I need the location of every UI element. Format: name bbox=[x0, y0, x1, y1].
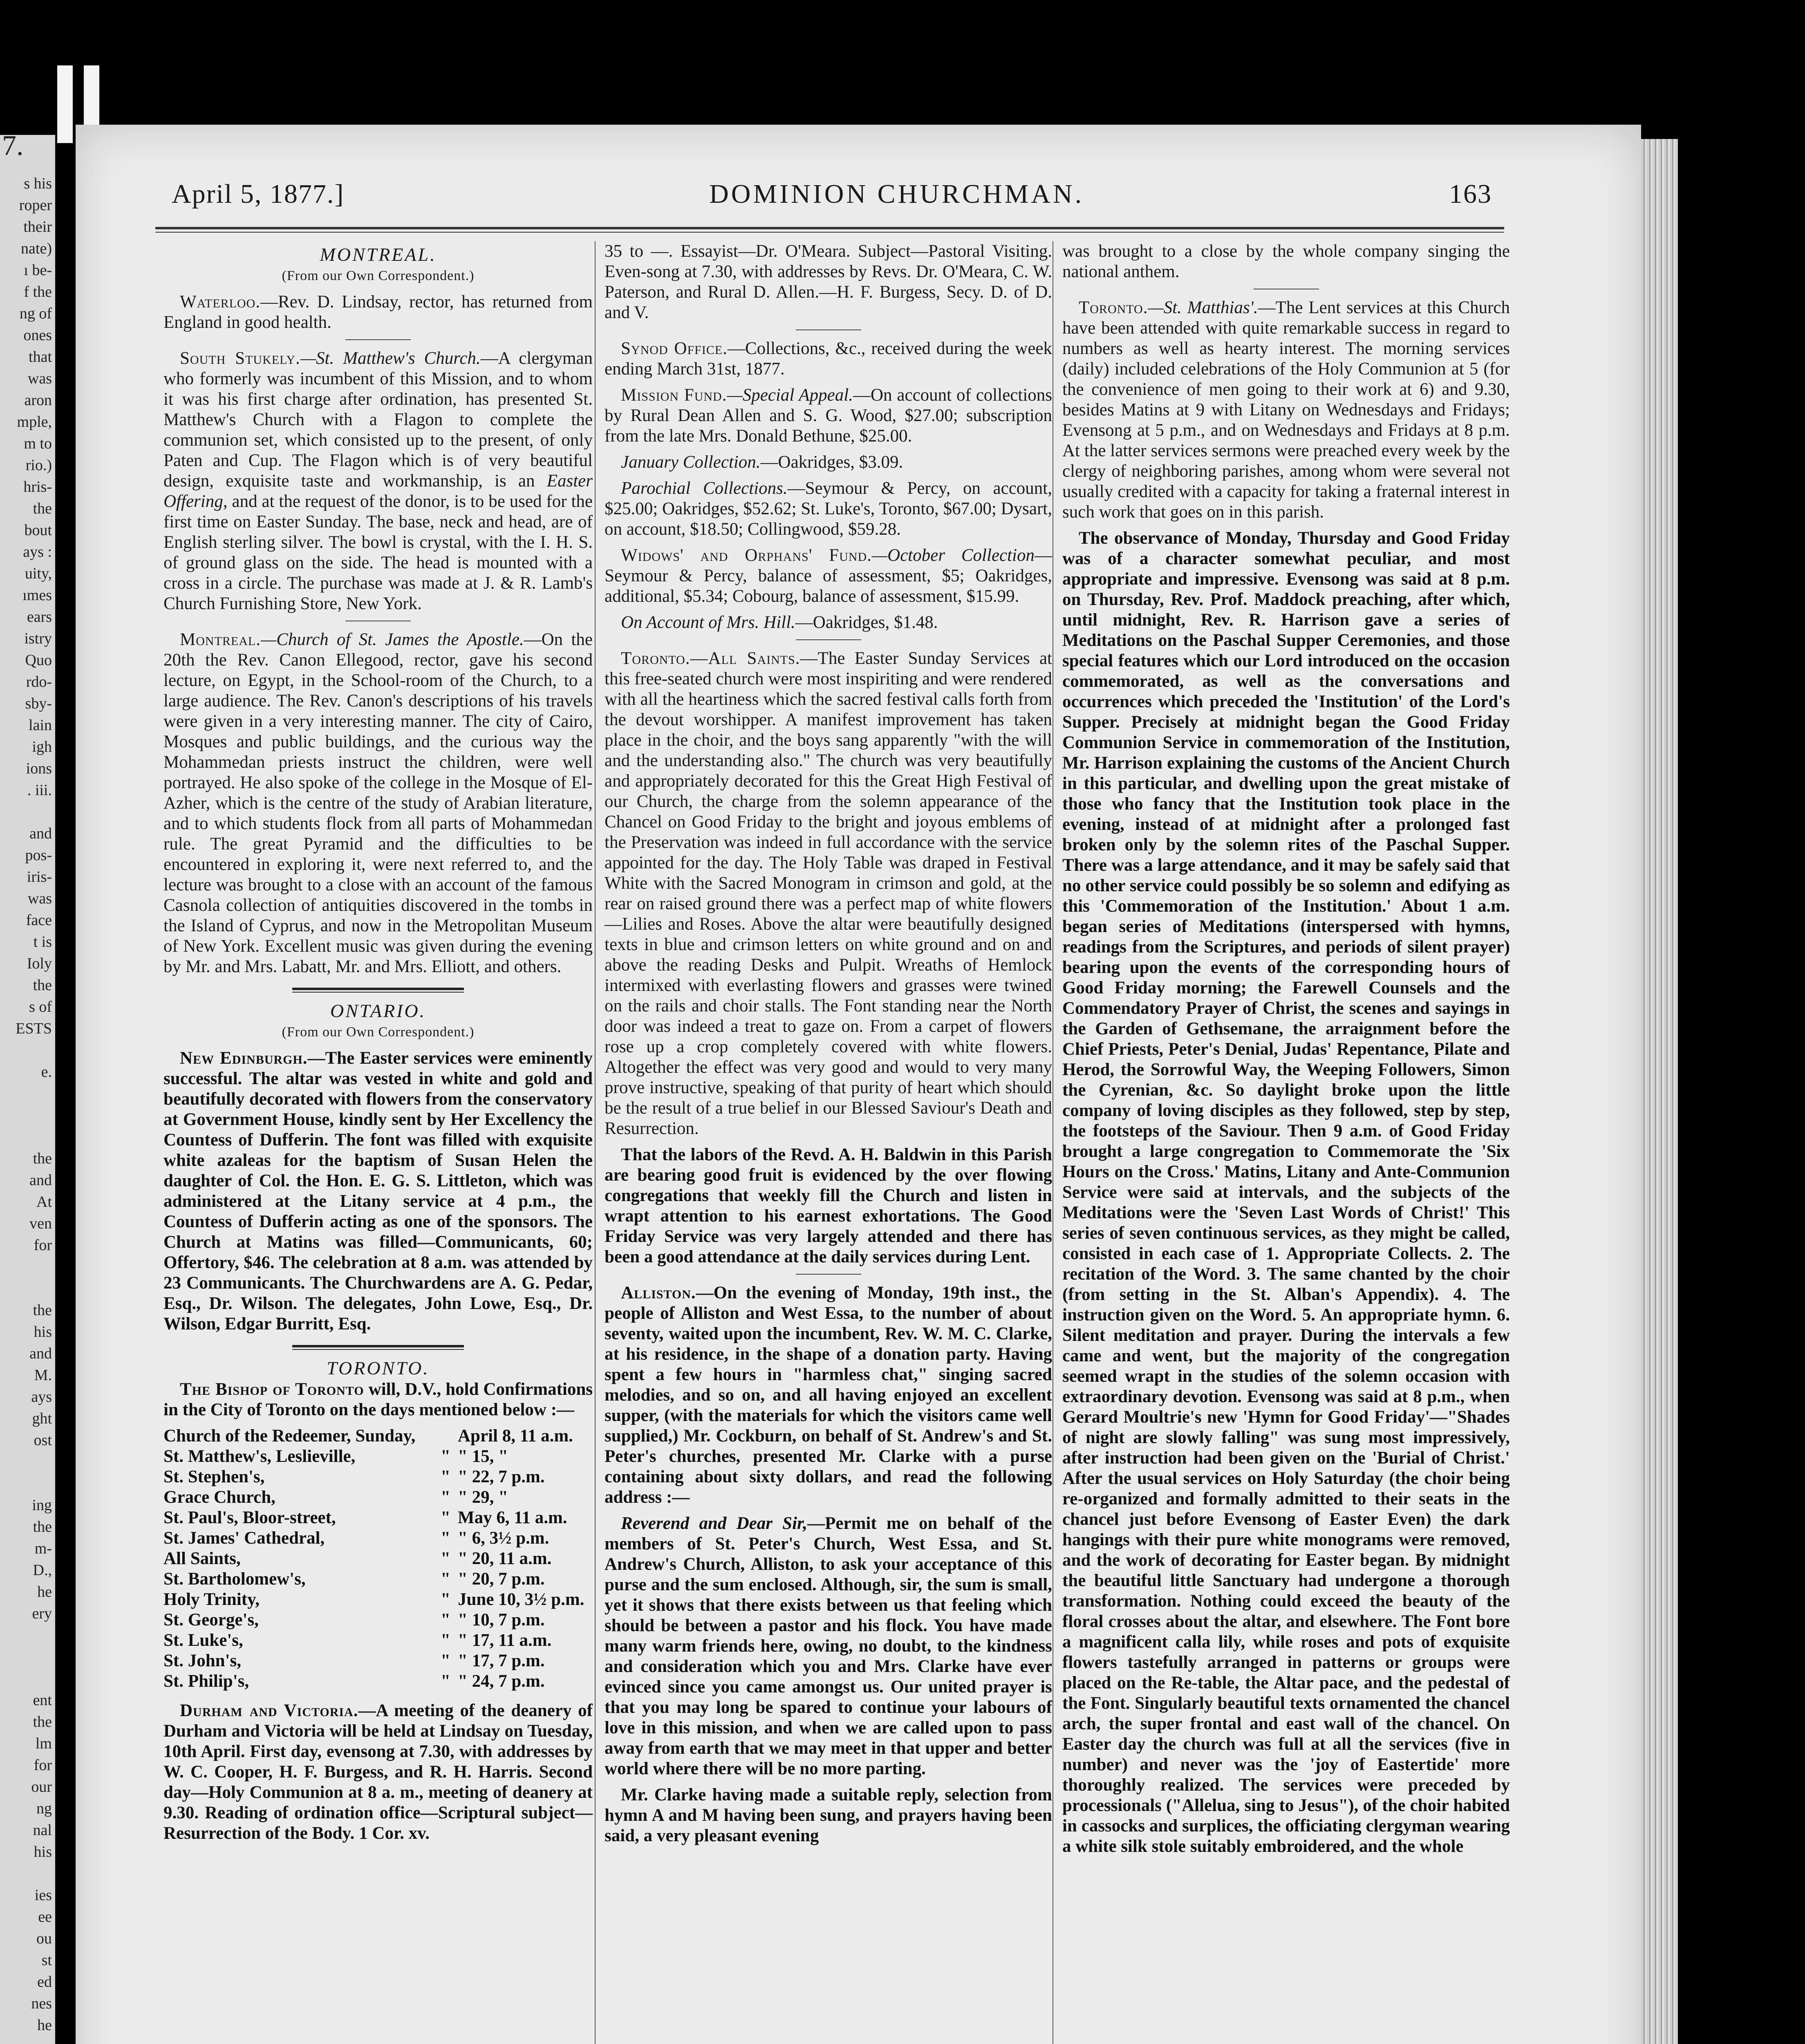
adjacent-page-line: ays : bbox=[23, 543, 52, 560]
schedule-time: " 29, " bbox=[458, 1488, 508, 1507]
adjacent-page-line bbox=[0, 1040, 55, 1061]
article-subheading: —Special Appeal. bbox=[727, 385, 853, 405]
schedule-church: St. James' Cathedral, bbox=[163, 1529, 325, 1548]
adjacent-page-line: he bbox=[37, 1583, 52, 1600]
header-title: DOMINION CHURCHMAN. bbox=[709, 179, 1084, 209]
schedule-church: Holy Trinity, bbox=[163, 1590, 260, 1609]
schedule-row bbox=[163, 1508, 593, 1528]
article-heading: Alliston. bbox=[621, 1283, 696, 1302]
article-mission-fund bbox=[605, 385, 1052, 446]
adjacent-page-line: and bbox=[29, 1345, 52, 1362]
adjacent-page-line: ght bbox=[32, 1410, 52, 1427]
article-durham-victoria bbox=[163, 1701, 593, 1844]
adjacent-page-line: ımes bbox=[22, 587, 52, 604]
schedule-church: St. Bartholomew's, bbox=[163, 1569, 306, 1589]
adjacent-page-line: . iii. bbox=[27, 782, 52, 799]
article-heading: Durham and Victoria. bbox=[180, 1701, 358, 1720]
correspondent-line: (From our Own Correspondent.) bbox=[282, 1024, 475, 1040]
article-heading: Waterloo. bbox=[180, 292, 260, 312]
adjacent-page-line: face bbox=[26, 912, 52, 929]
article-subheading: On Account of Mrs. Hill. bbox=[621, 613, 795, 632]
section-title-montreal: MONTREAL. bbox=[320, 244, 437, 265]
article-body: —Oakridges, $1.48. bbox=[795, 613, 938, 632]
header-rule bbox=[155, 227, 1504, 233]
schedule-time: " 15, " bbox=[458, 1447, 508, 1466]
schedule-time: " 17, 7 p.m. bbox=[458, 1651, 545, 1670]
article-january-collection bbox=[605, 452, 1052, 473]
schedule-ditto: " bbox=[441, 1467, 450, 1486]
adjacent-page-line: nal bbox=[33, 1822, 52, 1839]
article-subheading: —St. Matthew's Church. bbox=[300, 349, 481, 368]
adjacent-page-line: and bbox=[29, 825, 52, 842]
schedule-ditto: " bbox=[441, 1569, 450, 1589]
schedule-time: " 20, 11 a.m. bbox=[458, 1549, 552, 1568]
schedule-row bbox=[163, 1569, 593, 1589]
schedule-time: June 10, 3½ p.m. bbox=[458, 1590, 584, 1609]
adjacent-page-line: ed bbox=[37, 1973, 52, 1990]
adjacent-page-fragment bbox=[0, 135, 55, 2044]
adjacent-page-line: for bbox=[34, 1237, 52, 1254]
adjacent-page-line: he bbox=[37, 2017, 52, 2034]
column-3 bbox=[1053, 241, 1510, 2044]
adjacent-page-line: s of bbox=[29, 998, 52, 1015]
adjacent-page-line: ing bbox=[32, 1497, 52, 1514]
schedule-row bbox=[163, 1671, 593, 1692]
schedule-row bbox=[163, 1426, 593, 1446]
schedule-church: St. Paul's, Bloor-street, bbox=[163, 1508, 336, 1527]
adjacent-page-line: his bbox=[34, 1843, 52, 1860]
article-baldwin: That the labors of the Revd. A. H. Baldwin in this Parish are bearing good fruit is evidenced by the over flowing congregations that weekly fill the Church and listen in wrapt attention to his earnest exhortations. The Good Friday Service was very largely attended and there has been a good attendance at the daily services during Lent. bbox=[605, 1145, 1052, 1266]
article-subheading: —Church of St. James the Apostle. bbox=[260, 630, 524, 649]
adjacent-page-line bbox=[0, 1278, 55, 1300]
adjacent-page-line bbox=[0, 1646, 55, 1668]
article-subheading: Reverend and Dear Sir, bbox=[621, 1514, 808, 1533]
adjacent-page-line: roper bbox=[19, 197, 52, 214]
adjacent-page-line: the bbox=[33, 1150, 52, 1167]
adjacent-page-line: st bbox=[41, 1952, 52, 1969]
schedule-church: St. Philip's, bbox=[163, 1672, 249, 1691]
adjacent-page-line bbox=[0, 1126, 55, 1148]
schedule-row bbox=[163, 1446, 593, 1467]
article-subheading: —St. Matthias'. bbox=[1148, 298, 1258, 317]
schedule-time: " 24, 7 p.m. bbox=[458, 1672, 545, 1691]
adjacent-page-line: uity, bbox=[25, 565, 52, 582]
adjacent-page-line bbox=[0, 1625, 55, 1646]
section-divider bbox=[292, 1345, 464, 1350]
adjacent-page-line: and bbox=[29, 1172, 52, 1189]
adjacent-page-line: ery bbox=[32, 1605, 52, 1622]
header-page-number: 163 bbox=[1449, 179, 1492, 209]
schedule-row bbox=[163, 1589, 593, 1610]
article-heading: Toronto.—All Saints. bbox=[621, 649, 800, 668]
article-body: —Permit me on behalf of the members of St. Peter's Church, West Essa, and St. Andrew's Church, Alliston, to ask your acceptance of this purse and the sum enclosed. Although, sir, the sum is small, yet it shows that there exists between us that feeling which should be between a pastor and his flock. You have made many warm friends here, owing, no doubt, to the kindness and consideration which you and Mrs. Clarke have ever evinced since you came amongst us. Our united prayer is that you may long be spared to continue your labours of love in this mission, and when we are called upon to pass away from earth that we may meet in that upper and better world where there will be no more parting. bbox=[605, 1514, 1052, 1778]
article-montreal-st-james bbox=[163, 630, 593, 977]
schedule-time: " 17, 11 a.m. bbox=[458, 1631, 552, 1650]
article-synod-office bbox=[605, 338, 1052, 379]
article-body: —On account of collections by Rural Dean Allen and S. G. Wood, $27.00; subscription from the late Mrs. Donald Bethune, $25.00. bbox=[605, 385, 1052, 446]
schedule-time: May 6, 11 a.m. bbox=[458, 1508, 567, 1527]
article-heading: The Bishop of Toronto bbox=[180, 1380, 364, 1399]
section-divider bbox=[292, 988, 464, 993]
schedule-church: St. Luke's, bbox=[163, 1631, 243, 1650]
article-heading: Toronto. bbox=[1079, 298, 1148, 317]
article-heading: New Edinburgh. bbox=[180, 1049, 308, 1068]
article-subheading: —October Collection bbox=[871, 546, 1035, 565]
adjacent-page-line bbox=[0, 1473, 55, 1495]
article-body-cont: , and at the request of the donor, is to be used for the first time on Easter Sunday. The base, neck and head, are of English sterling silver. The bowl is crystal, with the I. H. S. of ground glass on the side. The head is mounted with a cross in a circle. The purchase was made at J. & R. Lamb's Church Furnishing Store, New York. bbox=[163, 492, 593, 613]
article-reply: Mr. Clarke having made a suitable reply, selection from hymn A and M having been sung, and prayers having been said, a very pleasant evening bbox=[605, 1785, 1052, 1845]
schedule-church: St. Stephen's, bbox=[163, 1467, 265, 1486]
article-new-edinburgh bbox=[163, 1048, 593, 1334]
adjacent-page-line: rio.) bbox=[25, 457, 52, 474]
schedule-ditto: " bbox=[441, 1549, 450, 1568]
page-header bbox=[172, 170, 1492, 219]
article-body: —The Easter Sunday Services at this free-seated church were most inspiriting and were rendered with all the heartiness which the sacred festival calls forth from the devout worshipper. A manifest improvement has taken place in the choir, and the boys sang apparently "with the will and the understanding also." The church was very beautifully and appropriately decorated for this the Great High Festival of our Church, the charge from the solemn appearance of the Chancel on Good Friday to the bright and joyous emblems of the Preservation was indeed in full accordance with the service appointed for the day. The Holy Table was draped in Festival White with the Sacred Monogram in crimson and gold, at the rear on raised ground there was a perfect map of white flowers—Lilies and Roses. Above the altar were beautifully designed texts in blue and crimson letters on white ground and on and above the reading Desks and Pulpit. Wreaths of Hemlock intermixed with everlasting flowers and grasses were twined on the rails and choir stalls. The Font standing near the North door was indeed a treat to gaze on. From a carpet of flowers rose up a crop completely covered with white flowers. Altogether the effect was very good and would to very many prove instructive, speaking of that purity of heart which should be the result of a true belief in our Blessed Saviour's Death and Resurrection. bbox=[605, 649, 1053, 1138]
article-body: —The Lent services at this Church have been attended with quite remarkable success in regard to numbers as well as hearty interest. The morning services (daily) included celebrations of the Holy Communion at 5 (for the convenience of men going to their work at 6) and 9.30, besides Matins at 9 with Litany on Wednesdays and Fridays; Evensong at 5 p.m., and on Wednesdays and Fridays at 8 p.m. At the latter services sermons were preached every week by the clergy of neighboring parishes, among whom were several not usually credited with a capacity for taking a fraternal interest in such work that goes on in this parish. bbox=[1062, 298, 1510, 522]
article-waterloo bbox=[163, 292, 593, 333]
article-bishop-confirmations bbox=[163, 1379, 593, 1420]
article-body: —On the 20th the Rev. Canon Ellegood, rector, gave his second lecture, on Egypt, in the School-room of the Church, to a large audience. The Rev. Canon's descriptions of his travels were given in a very interesting manner. The city of Cairo, Mosques and public buildings, and the curious way the Mohammedan priests instruct the children, were well portrayed. He also spoke of the college in the Mosque of El-Azher, which is the centre of the study of Arabian literature, and to which students flock from all parts of Mohammedan rule. The great Pyramid and the difficulties to be encountered in exploring it, were next referred to, and the lecture was brought to a close with an account of the famous Casnola collection of antiquities discovered in the tombs in the Island of Cyprus, and now in the Metropolitan Museum of New York. Excellent music was given during the evening by Mr. and Mrs. Labatt, Mr. and Mrs. Elliott, and others. bbox=[163, 630, 593, 976]
adjacent-page-line: bout bbox=[24, 522, 52, 539]
schedule-church: St. John's, bbox=[163, 1651, 241, 1670]
adjacent-page-line: istry bbox=[24, 630, 52, 647]
schedule-ditto: " bbox=[441, 1508, 450, 1527]
column-2 bbox=[595, 241, 1052, 2044]
article-continuation: 35 to —. Essayist—Dr. O'Meara. Subject—Pastoral Visiting. Even-song at 7.30, with addresses by Revs. Dr. O'Meara, C. W. Paterson, and Rural D. Allen.—H. F. Burgess, Secy. D. of D. and V. bbox=[605, 242, 1052, 322]
adjacent-page-line: M. bbox=[34, 1367, 52, 1384]
adjacent-page-line: e. bbox=[41, 1063, 52, 1080]
article-body: —The Easter services were eminently successful. The altar was vested in white and gold and beautifully decorated with flowers from the conservatory at Government House, kindly sent by Her Excellency the Countess of Dufferin. The font was filled with exquisite white azaleas for the baptism of Susan Helen the daughter of Col. the Hon. E. G. S. Littleton, which was administered at the Litany service at 4 p.m., the Countess of Dufferin acting as one of the sponsors. The Church at Matins was filled—Communicants, 60; Offertory, $46. The celebration at 8 a.m. was attended by 23 Communicants. The Churchwardens are A. G. Pedar, Esq., Dr. Wilson. The delegates, John Lowe, Esq., Dr. Wilson, Edgar Burritt, Esq. bbox=[163, 1049, 593, 1334]
schedule-row bbox=[163, 1487, 593, 1508]
divider bbox=[796, 639, 861, 640]
adjacent-page-line bbox=[0, 1256, 55, 1278]
schedule-church: All Saints, bbox=[163, 1549, 241, 1568]
adjacent-page-line: At bbox=[36, 1193, 52, 1210]
article-st-matthias bbox=[1062, 298, 1510, 522]
adjacent-page-line: hris- bbox=[23, 478, 52, 495]
schedule-ditto: " bbox=[441, 1488, 450, 1507]
article-address bbox=[605, 1513, 1052, 1779]
article-heading: Montreal. bbox=[180, 630, 261, 649]
adjacent-page-line: for bbox=[34, 1757, 52, 1774]
adjacent-page-line: ee bbox=[38, 1908, 52, 1925]
article-heading: Widows' and Orphans' Fund. bbox=[621, 546, 872, 565]
adjacent-page-line: ent bbox=[33, 1692, 52, 1709]
adjacent-page-line: our bbox=[31, 1778, 52, 1795]
adjacent-page-line: t is bbox=[33, 933, 52, 950]
article-observance: The observance of Monday, Thursday and Good Friday was of a character somewhat peculiar, and most appropriate and impressive. Evensong was said at 8 p.m. on Thursday, Rev. Prof. Maddock preaching, after which, until midnight, Rev. R. Harrison gave a series of Meditations on the Paschal Supper Ceremonies, and those special features which our Lord introduced on the occasion commemorated, as well as the conversations and occurrences which preceded the 'Institution' of the Lord's Supper. Precisely at midnight began the Good Friday Communion Service in commemoration of the Institution, Mr. Harrison explaining the customs of the Ancient Church in this particular, and dwelling upon the great mistake of those who fancy that the Institution took place in the evening, instead of at midnight after a prolonged fast broken only by the solemn rites of the Paschal Supper. There was a large attendance, and it may be safely said that no other service could possibly be so solemn and edifying as this 'Commemoration of the Institution.' About 1 a.m. began series of Meditations (interspersed with hymns, readings from the Scriptures, and periods of silent prayer) bearing upon the events of the corresponding hours of Good Friday morning; the Farewell Counsels and the Commendatory Prayer of Christ, the scenes and sayings in the Garden of Gethsemane, the arraignment before the Chief Priests, Peter's Denial, Judas' Repentance, Pilate and Herod, the Sorrowful Way, the Weeping Followers, Simon the Cyrenian, &c. So daylight broke upon the little company of loving disciples as they followed, step by step, the footsteps of the Saviour. Then 9 a.m. of Good Friday brought a large congregation to Commemorate the 'Six Hours on the Cross.' Matins, Litany and Ante-Communion Service were said at intervals, and the subjects of the Meditations were the 'Seven Last Words of Christ!' This series of seven continuous services, as they might be called, consisted in each case of 1. Appropriate Collects. 2. The recitation of the Word. 3. The same chanted by the choir (from setting in the St. Alban's Appendix). 4. The instruction given on the Word. 5. An appropriate hymn. 6. Silent meditation and prayer. During the intervals a few came and went, but the majority of the congregation seemed wrapt in the studies of the solemn occasion with extraordinary devotion. Evensong was said at 8 p.m., when Gerard Moultrie's new 'Hymn for Good Friday'—"Shades of night are slowly falling" was sung most impressively, after instruction had been given on the 'Burial of Christ.' After the usual services on Holy Saturday (the choir being re-organized and formally admitted to their seats in the chancel just before Evensong of Easter Even) the dark hangings with their pure white monograms were removed, and the work of decorating for Easter began. By midnight the beautiful little Sanctuary had undergone a thorough transformation. Nothing could exceed the beauty of the floral crosses about the altar, and elsewhere. The Font bore a magnificent calla lily, while roses and pots of exquisite flowers tastefully arranged in patterns or groups were placed on the Re-table, the Altar pace, and the pedestal of the Font. Singularly beautiful texts ornamented the chancel arch, the super frontal and east wall of the chancel. On Easter day the church was full at all the services (five in number) and never was the 'joy of Eastertide' more thoroughly realized. The services were preceded by processionals ("Allelua, sing to Jesus"), of the choir habited in cassocks and surplices, the officiating clergyman wearing a white silk stole suitably embroidered, and the whole bbox=[1062, 529, 1510, 1856]
section-title-ontario: ONTARIO. bbox=[330, 1000, 426, 1021]
article-body: —Seymour & Percy, balance of assessment, $5; Oakridges, additional, $5.34; Cobourg, balance of assessment, $15.99. bbox=[605, 546, 1053, 606]
article-body: —Seymour & Percy, on account, $25.00; Oakridges, $52.62; St. Luke's, Toronto, $67.00; Dysart, on account, $18.50; Collingwood, $59.28. bbox=[605, 479, 1053, 539]
schedule-church: St. Matthew's, Leslieville, bbox=[163, 1447, 356, 1466]
adjacent-page-line: ı be- bbox=[24, 262, 52, 279]
article-body: —On the evening of Monday, 19th inst., the people of Alliston and West Essa, to the number of about seventy, waited upon the incumbent, Rev. W. M. C. Clarke, at his residence, in the shape of a donation party. Having spent a few hours in "harmless chat," singing sacred melodies, and so on, and all having enjoyed an excellent supper, (with the materials for which the visitors came well supplied,) Mr. Cockburn, on behalf of St. Andrew's and St. Peter's churches, presented Mr. Clarke with a purse containing about sixty dollars, and read the following address :— bbox=[605, 1283, 1052, 1507]
schedule-ditto: " bbox=[441, 1631, 450, 1650]
adjacent-page-line: iris- bbox=[27, 868, 52, 885]
article-continuation: was brought to a close by the whole company singing the national anthem. bbox=[1062, 242, 1510, 281]
adjacent-page-line: m to bbox=[24, 435, 52, 452]
adjacent-page-line bbox=[0, 1451, 55, 1473]
schedule-row bbox=[163, 1630, 593, 1651]
adjacent-page-line: the bbox=[33, 977, 52, 994]
schedule-ditto: " bbox=[441, 1651, 450, 1670]
adjacent-page-line: ions bbox=[26, 760, 52, 777]
adjacent-page-number: 7. bbox=[2, 135, 24, 161]
adjacent-page-line: aron bbox=[24, 392, 52, 409]
schedule-time: " 20, 7 p.m. bbox=[458, 1569, 545, 1589]
schedule-ditto bbox=[433, 1426, 458, 1446]
article-heading: Synod Office. bbox=[621, 339, 728, 358]
article-body: —A clergyman who formerly was incumbent of this Mission, and to whom it was his first charge after ordination, has presented St. Matthew's Church with a Flagon to complete the communion set, which consisted up to the present, of only Paten and Cup. The Flagon which is of very beautiful design, exquisite taste and workmanship, is an bbox=[163, 349, 593, 491]
adjacent-page-line: ears bbox=[27, 608, 52, 625]
adjacent-page-line: was bbox=[27, 370, 52, 387]
schedule-ditto: " bbox=[441, 1672, 450, 1691]
adjacent-page-line bbox=[0, 1083, 55, 1105]
page-stack-edge bbox=[1641, 139, 1678, 2044]
adjacent-page-line: lain bbox=[29, 717, 52, 734]
schedule-ditto: " bbox=[441, 1590, 450, 1609]
article-heading: Mission Fund. bbox=[621, 385, 727, 405]
correspondent-line: (From our Own Correspondent.) bbox=[282, 268, 475, 283]
adjacent-page-line: Quo bbox=[25, 652, 52, 669]
article-subheading: January Collection. bbox=[621, 453, 761, 472]
article-body: —Rev. D. Lindsay, rector, has returned from England in good health. bbox=[163, 292, 593, 332]
adjacent-page-line: s his bbox=[24, 175, 52, 192]
schedule-church: St. George's, bbox=[163, 1610, 259, 1629]
adjacent-page-line: the bbox=[33, 1302, 52, 1319]
adjacent-page-lines bbox=[0, 173, 55, 2036]
film-mark-top-1 bbox=[57, 65, 73, 143]
adjacent-page-line: ng bbox=[36, 1800, 52, 1817]
article-mrs-hill bbox=[605, 612, 1052, 633]
adjacent-page-line bbox=[0, 1105, 55, 1126]
adjacent-page-line: ays bbox=[31, 1388, 52, 1405]
schedule-ditto: " bbox=[441, 1529, 450, 1548]
adjacent-page-line: ones bbox=[23, 327, 52, 344]
column-1 bbox=[163, 241, 593, 1849]
divider bbox=[345, 339, 411, 340]
article-subheading: Parochial Collections. bbox=[621, 479, 788, 498]
adjacent-page-line: that bbox=[29, 348, 52, 365]
schedule-row bbox=[163, 1549, 593, 1569]
schedule-time: " 6, 3½ p.m. bbox=[458, 1529, 549, 1548]
adjacent-page-line: Ioly bbox=[27, 955, 52, 972]
article-south-stukely bbox=[163, 348, 593, 614]
article-all-saints bbox=[605, 648, 1052, 1139]
adjacent-page-line: ost bbox=[34, 1432, 52, 1449]
schedule-time: " 22, 7 p.m. bbox=[458, 1467, 545, 1486]
article-body: —Oakridges, $3.09. bbox=[760, 453, 903, 472]
article-body: —Collections, &c., received during the week ending March 31st, 1877. bbox=[605, 339, 1052, 379]
adjacent-page-line: mple, bbox=[17, 413, 52, 430]
adjacent-page-line: lm bbox=[35, 1735, 52, 1752]
schedule-row bbox=[163, 1610, 593, 1630]
header-date: April 5, 1877.] bbox=[172, 179, 345, 209]
adjacent-page-line: sby- bbox=[25, 695, 52, 712]
adjacent-page-line: D., bbox=[33, 1562, 52, 1579]
schedule-time: " 10, 7 p.m. bbox=[458, 1610, 545, 1629]
schedule-ditto: " bbox=[441, 1610, 450, 1629]
article-body: —A meeting of the deanery of Durham and Victoria will be held at Lindsay on Tuesday, 10th April. First day, evensong at 7.30, with addresses by W. C. Cooper, H. F. Burgess, and R. H. Harris. Second day—Holy Communion at 8 a. m., meeting of deanery at 9.30. Reading of ordination office—Scriptural subject—Resurrection of the Body. 1 Cor. xv. bbox=[163, 1701, 593, 1843]
article-widows-orphans bbox=[605, 545, 1052, 607]
schedule-church: Grace Church, bbox=[163, 1488, 275, 1507]
divider bbox=[796, 329, 861, 330]
adjacent-page-line: ng of bbox=[19, 305, 52, 322]
adjacent-page-line: the bbox=[33, 1518, 52, 1535]
adjacent-page-line: igh bbox=[32, 738, 52, 755]
article-alliston bbox=[605, 1283, 1052, 1508]
schedule-row bbox=[163, 1528, 593, 1549]
adjacent-page-line: ou bbox=[36, 1930, 52, 1947]
adjacent-page-line: his bbox=[34, 1323, 52, 1340]
adjacent-page-line: rdo- bbox=[26, 673, 52, 690]
schedule-row bbox=[163, 1651, 593, 1671]
confirmation-schedule bbox=[163, 1426, 593, 1692]
adjacent-page-line: ies bbox=[34, 1887, 52, 1904]
adjacent-page-line: ven bbox=[29, 1215, 52, 1232]
schedule-time: April 8, 11 a.m. bbox=[458, 1426, 573, 1446]
article-body: will, D.V., hold Confirmations in the City of Toronto on the days mentioned below :— bbox=[163, 1380, 593, 1419]
schedule-row bbox=[163, 1467, 593, 1487]
adjacent-page-line: the bbox=[33, 500, 52, 517]
adjacent-page-line: their bbox=[23, 218, 52, 235]
adjacent-page-line bbox=[0, 801, 55, 823]
schedule-ditto: " bbox=[441, 1447, 450, 1466]
divider bbox=[796, 1274, 861, 1275]
article-heading: South Stukely. bbox=[180, 349, 300, 368]
schedule-church: Church of the Redeemer, Sunday, bbox=[163, 1426, 416, 1446]
article-parochial-collections bbox=[605, 478, 1052, 540]
section-title-toronto: TORONTO. bbox=[327, 1358, 430, 1378]
article-italic: Easter Offering bbox=[163, 471, 593, 511]
adjacent-page-line: f the bbox=[24, 283, 52, 300]
adjacent-page-line: was bbox=[27, 890, 52, 907]
adjacent-page-line: pos- bbox=[25, 847, 52, 864]
adjacent-page-line: the bbox=[33, 1713, 52, 1730]
adjacent-page-line bbox=[0, 1668, 55, 1690]
adjacent-page-line: ESTS bbox=[16, 1020, 52, 1037]
adjacent-page-line: m- bbox=[34, 1540, 52, 1557]
adjacent-page-line: nes bbox=[31, 1995, 52, 2012]
adjacent-page-line bbox=[0, 1863, 55, 1885]
adjacent-page-line: nate) bbox=[21, 240, 52, 257]
